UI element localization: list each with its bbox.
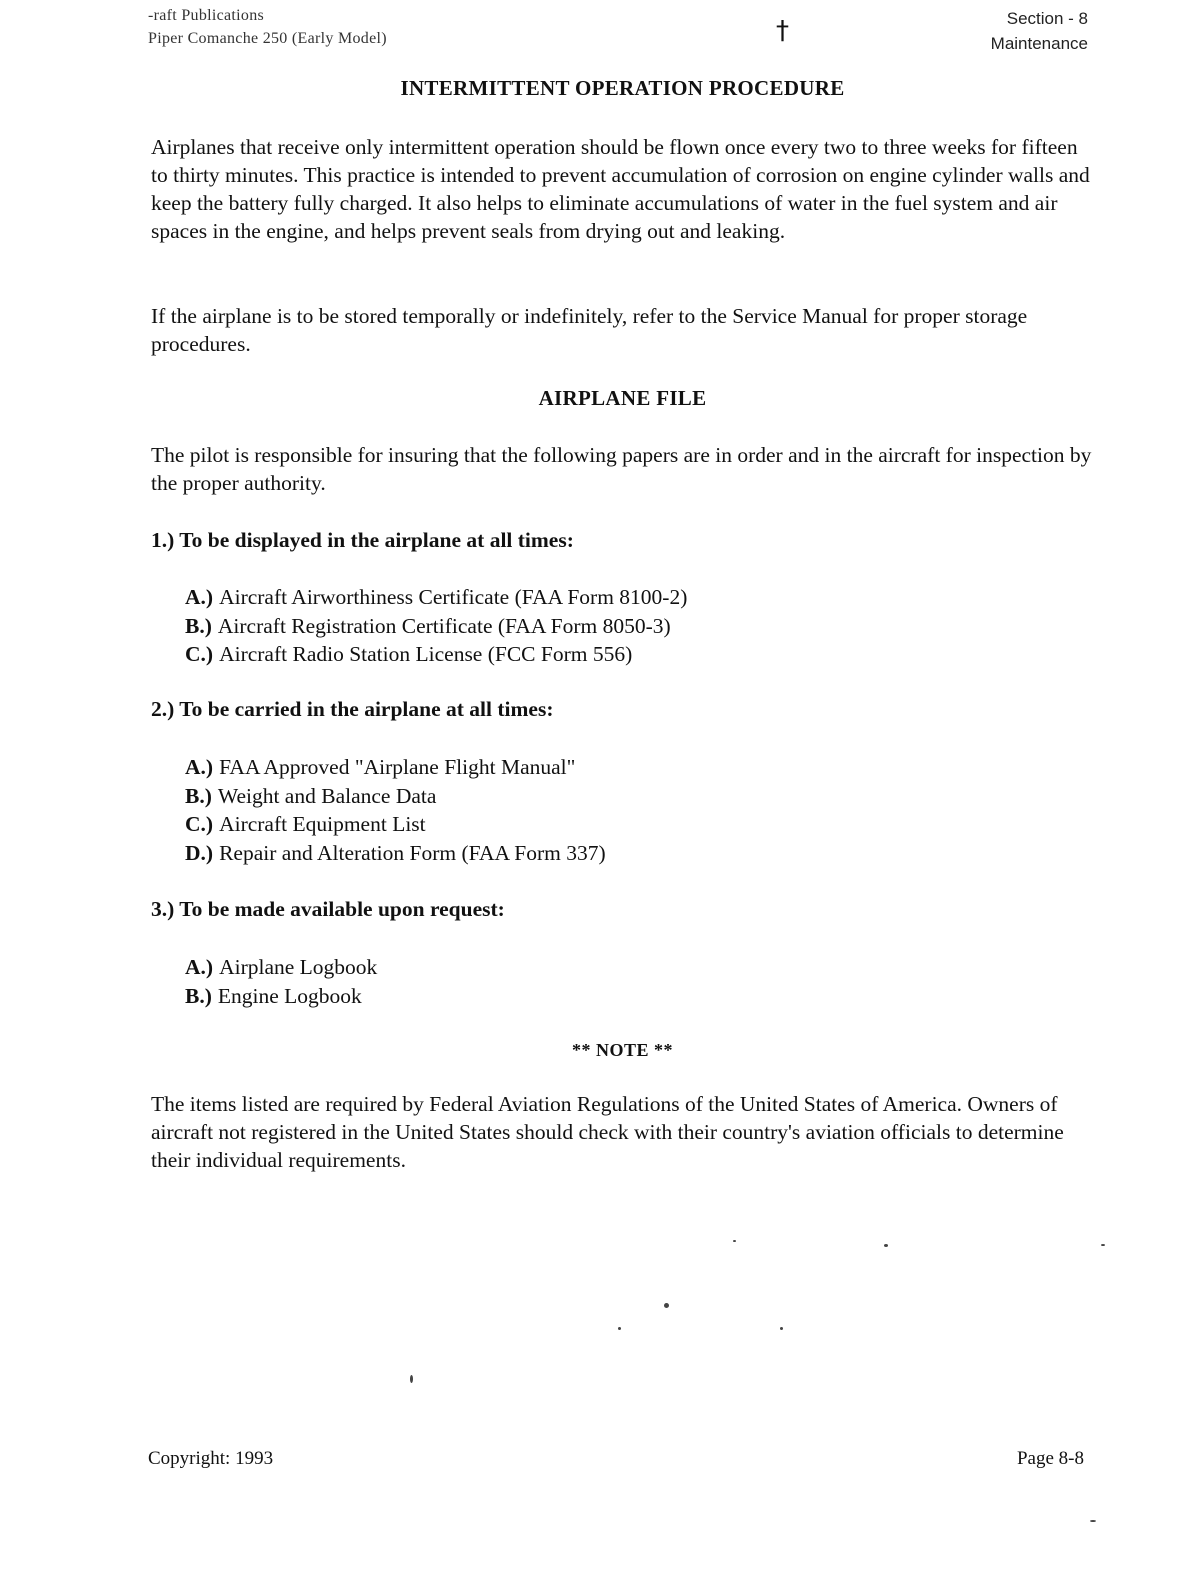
list2-heading: 2.) To be carried in the airplane at all times: — [151, 697, 554, 721]
list-item-text: Aircraft Radio Station License (FCC Form 556) — [219, 642, 633, 666]
intermittent-heading: INTERMITTENT OPERATION PROCEDURE — [400, 76, 845, 100]
scan-speck — [1101, 1244, 1105, 1246]
scan-speck — [664, 1303, 669, 1308]
list-item-letter: A.) — [185, 955, 214, 979]
header-section — [991, 6, 1088, 56]
list-item — [185, 583, 687, 612]
list-item — [185, 982, 377, 1011]
list-item-letter: A.) — [185, 755, 214, 779]
list-item-text: Weight and Balance Data — [217, 783, 437, 808]
airplane-file-paragraph: The pilot is responsible for insuring that the following papers are in order and in the aircraft for inspection by the proper authority. — [151, 443, 1092, 495]
list3 — [185, 953, 377, 1010]
list-item — [185, 753, 606, 782]
list-item — [185, 839, 606, 868]
scan-speck — [780, 1327, 783, 1330]
note-heading: ** NOTE ** — [571, 1040, 673, 1060]
scan-speck — [410, 1375, 413, 1383]
scan-speck — [1090, 1520, 1096, 1522]
intermittent-paragraph: Airplanes that receive only intermittent operation should be flown once every two to three weeks for fifteen to thirty minutes. This practice is intended to prevent accumulation of corrosion on engine cylinder walls and keep the battery fully charged. It also helps to eliminate accumulations of water in the fuel system and air spaces in the engine, and helps prevent seals from drying out and leaking. — [151, 135, 1090, 243]
list3-heading: 3.) To be made available upon request: — [151, 897, 505, 921]
header-publisher-line: -raft Publications — [148, 7, 265, 24]
header-section-title: Maintenance — [990, 34, 1088, 53]
header-model-line: Piper Comanche 250 (Early Model) — [148, 30, 387, 47]
footer-copyright: Copyright: 1993 — [148, 1448, 274, 1469]
list-item-text: Aircraft Equipment List — [219, 812, 426, 836]
list2 — [185, 753, 606, 867]
list-item — [185, 953, 377, 982]
list-item-letter: B.) — [185, 783, 212, 808]
scan-speck — [618, 1327, 621, 1330]
header-publisher — [148, 4, 387, 50]
list-item — [185, 640, 687, 669]
list-item-text: Repair and Alteration Form (FAA Form 337) — [219, 840, 606, 865]
list-item-letter: D.) — [185, 840, 214, 865]
note-paragraph: The items listed are required by Federal Aviation Regulations of the United States of America. Owners of aircraft not registered in the United States should check with their country's aviation officials to determine their individual requirements. — [151, 1092, 1064, 1172]
scan-speck — [884, 1244, 888, 1247]
storage-paragraph: If the airplane is to be stored temporally or indefinitely, refer to the Service Manual for proper storage procedures. — [151, 304, 1028, 356]
list-item-text: Engine Logbook — [217, 983, 362, 1008]
list-item-letter: C.) — [185, 812, 214, 836]
list-item-letter: A.) — [185, 585, 214, 609]
list-item — [185, 612, 687, 641]
list-item — [185, 810, 606, 839]
list-item-letter: C.) — [185, 642, 214, 666]
airplane-file-heading: AIRPLANE FILE — [538, 386, 707, 410]
list-item-text: Aircraft Registration Certificate (FAA Form 8050-3) — [217, 613, 671, 638]
footer-page-number: Page 8-8 — [1016, 1448, 1084, 1469]
list-item-letter: B.) — [185, 613, 212, 638]
list-item — [185, 782, 606, 811]
list-item-text: Aircraft Airworthiness Certificate (FAA Form 8100-2) — [219, 585, 688, 609]
scan-speck — [733, 1240, 736, 1242]
list-item-letter: B.) — [185, 983, 212, 1008]
header-section-number: Section - 8 — [1006, 9, 1088, 28]
list-item-text: FAA Approved "Airplane Flight Manual" — [219, 755, 576, 779]
header-mark: † — [776, 16, 789, 46]
list1 — [185, 583, 687, 669]
list-item-text: Airplane Logbook — [219, 955, 378, 979]
list1-heading: 1.) To be displayed in the airplane at all times: — [151, 528, 574, 552]
